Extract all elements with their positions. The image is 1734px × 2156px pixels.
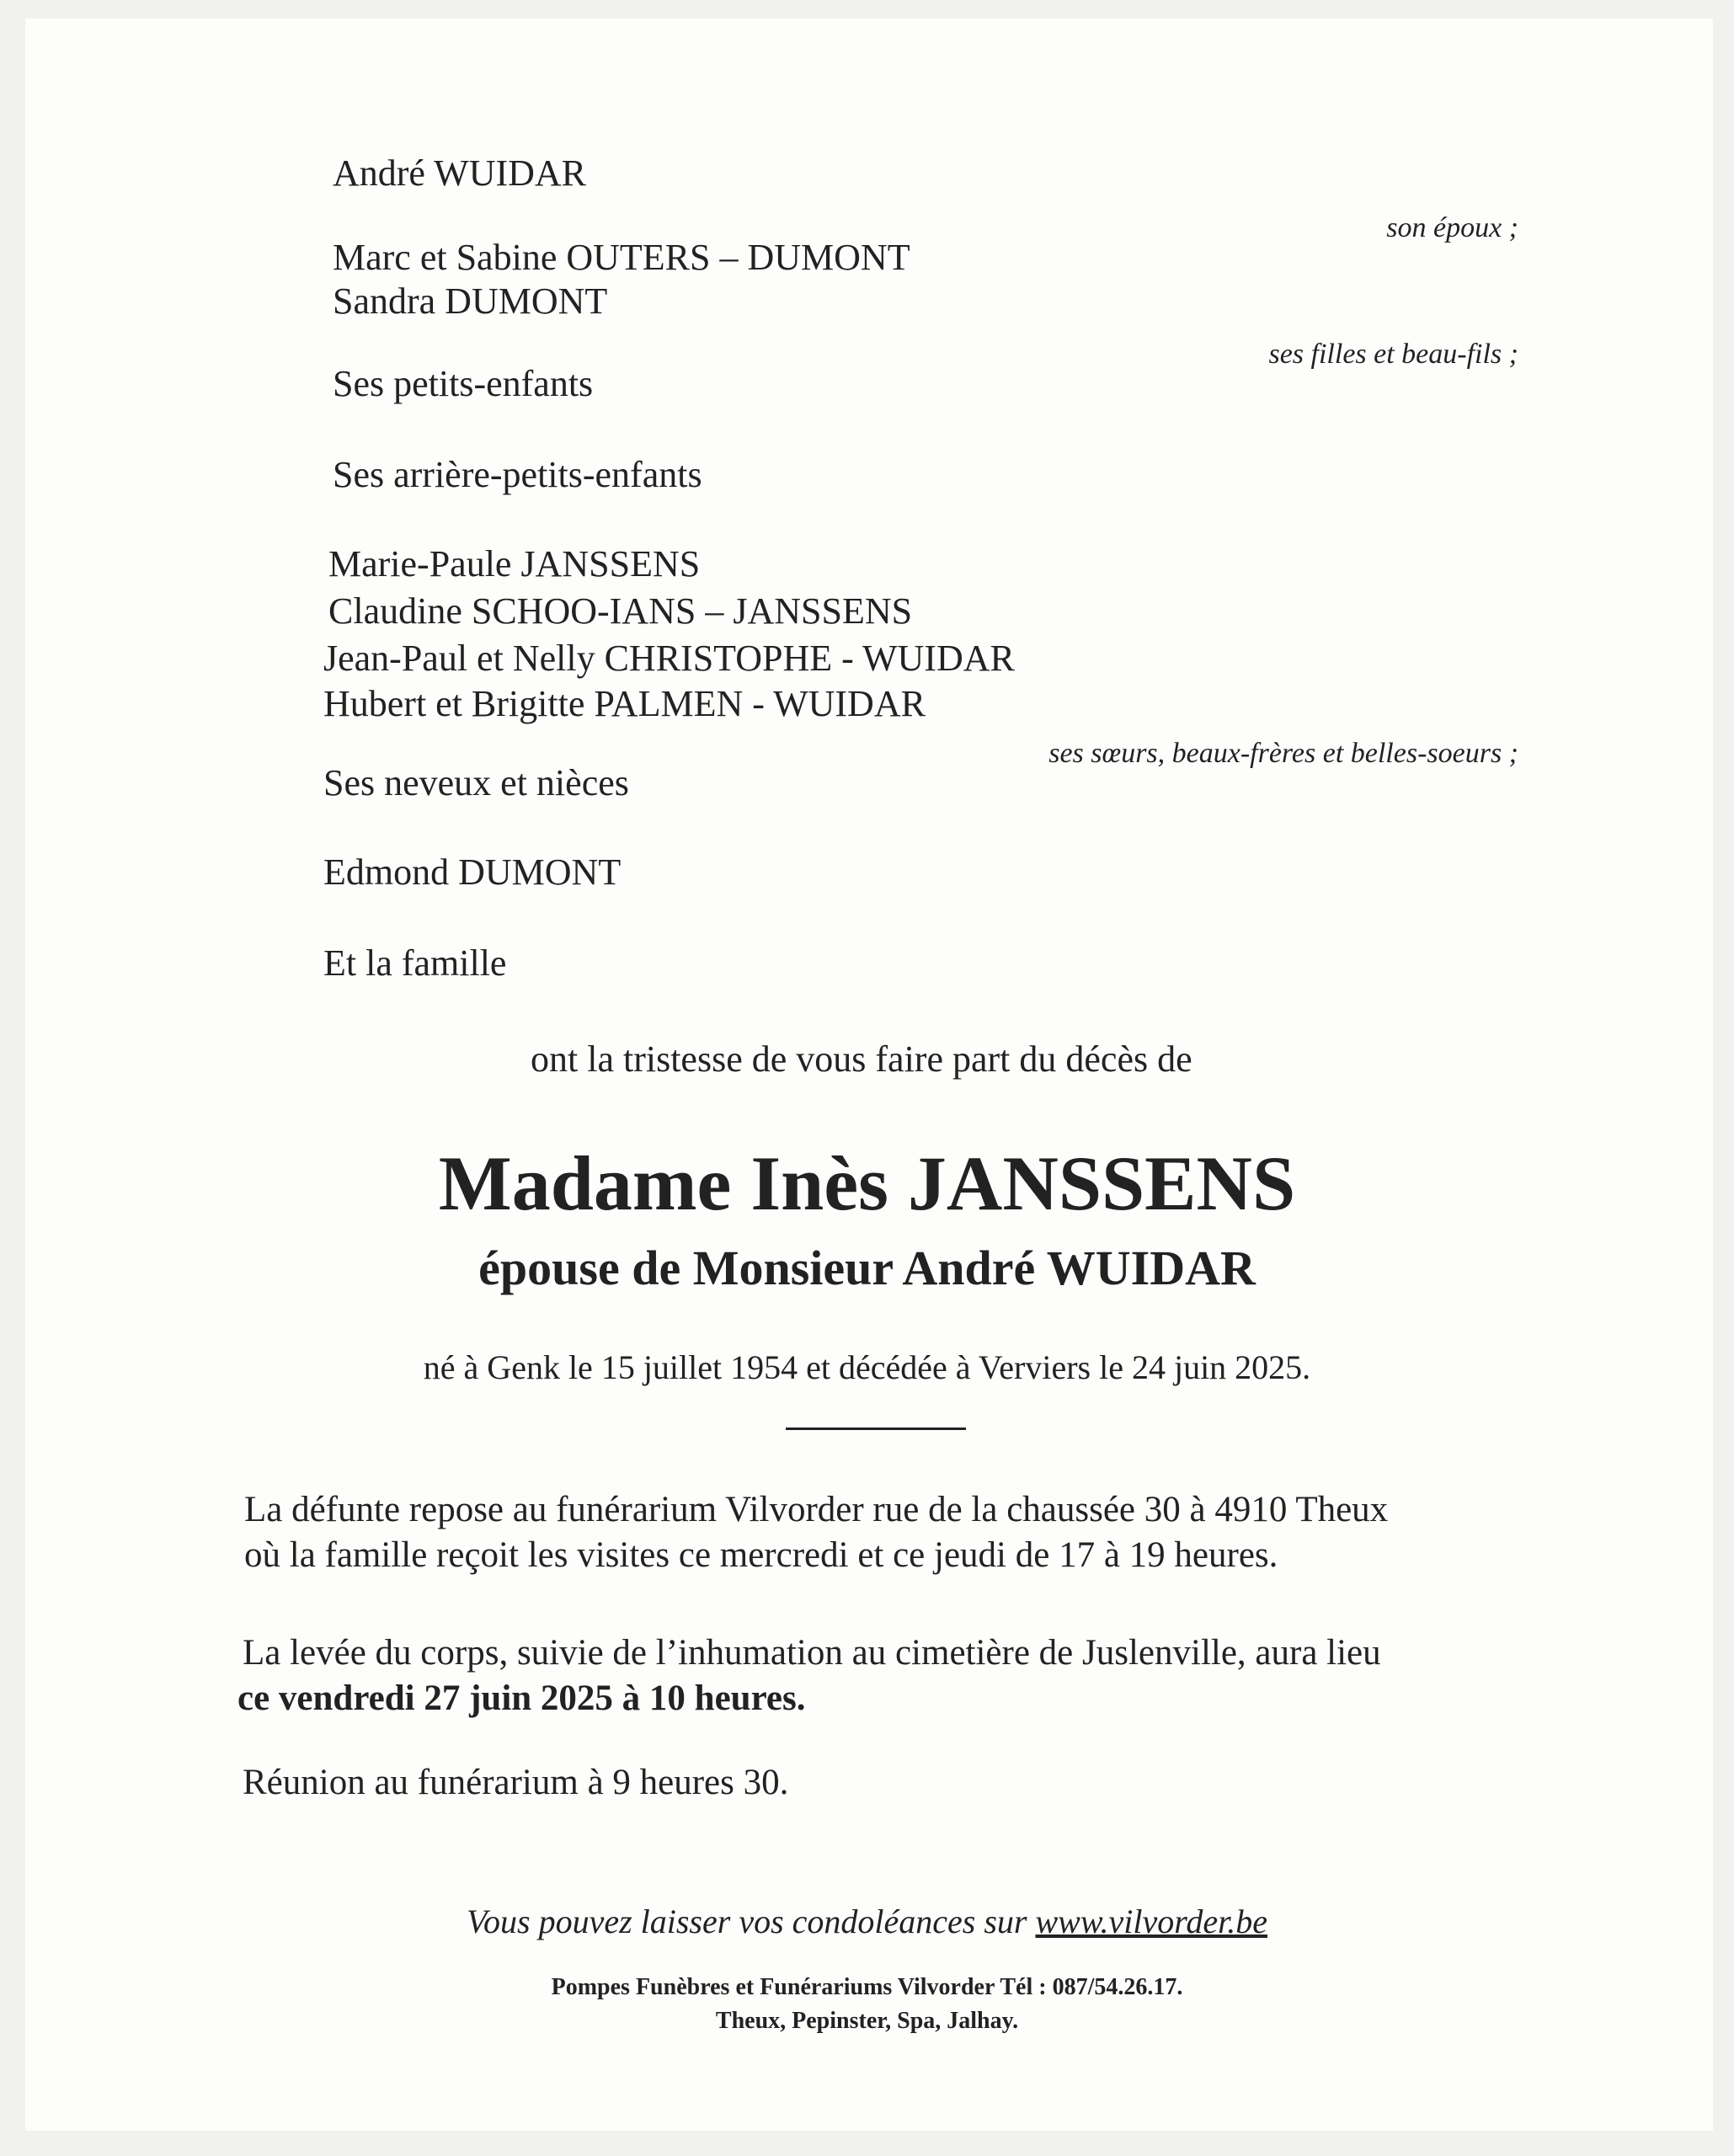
family-line: Et la famille <box>323 942 507 984</box>
ceremony-line-1: La levée du corps, suivie de l’inhumation au cimetière de Juslenville, aura lieu <box>243 1633 1381 1673</box>
divider-rule <box>786 1428 966 1430</box>
husband-name: André WUIDAR <box>333 152 587 194</box>
footer-line-1: Pompes Funèbres et Funérariums Vilvorder Tél : 087/54.26.17. <box>551 1974 1183 2000</box>
great-grandchildren-line: Ses arrière-petits-enfants <box>333 454 702 495</box>
daughter-line-1: Marc et Sabine OUTERS – DUMONT <box>333 237 910 278</box>
sibling-line-2: Claudine SCHOO-IANS – JANSSENS <box>328 590 913 632</box>
repose-line-2: où la famille reçoit les visites ce mercredi et ce jeudi de 17 à 19 heures. <box>244 1535 1278 1575</box>
sibling-line-1: Marie-Paule JANSSENS <box>328 543 701 584</box>
condolences-link[interactable]: www.vilvorder.be <box>1035 1903 1267 1940</box>
daughters-relation: ses filles et beau-fils ; <box>1268 339 1518 370</box>
meeting-paragraph <box>243 1760 1506 1806</box>
ceremony-date-line: ce vendredi 27 juin 2025 à 10 heures. <box>237 1678 806 1718</box>
other-relative-line: Edmond DUMONT <box>323 851 622 893</box>
repose-paragraph <box>244 1487 1507 1578</box>
sibling-line-4: Hubert et Brigitte PALMEN - WUIDAR <box>323 683 926 724</box>
spouse-line: épouse de Monsieur André WUIDAR <box>478 1241 1256 1295</box>
husband-relation: son époux ; <box>1386 212 1518 243</box>
announcement-intro: ont la tristesse de vous faire part du décès de <box>531 1038 1192 1080</box>
footer-line-2: Theux, Pepinster, Spa, Jalhay. <box>715 2008 1019 2034</box>
deceased-name: Madame Inès JANSSENS <box>438 1140 1296 1226</box>
ceremony-paragraph <box>237 1630 1506 1721</box>
funeral-home-footer <box>0 1971 1734 2038</box>
condolences-line <box>0 1902 1734 1941</box>
sibling-line-3: Jean-Paul et Nelly CHRISTOPHE - WUIDAR <box>323 638 1015 679</box>
nephews-line: Ses neveux et nièces <box>323 762 629 803</box>
dates-line: né à Genk le 15 juillet 1954 et décédée à Verviers le 24 juin 2025. <box>423 1348 1311 1386</box>
condolences-text: Vous pouvez laisser vos condoléances sur <box>467 1903 1036 1940</box>
siblings-relation: ses sœurs, beaux-frères et belles-soeurs ; <box>1048 738 1518 769</box>
repose-line-1: La défunte repose au funérarium Vilvorder rue de la chaussée 30 à 4910 Theux <box>244 1490 1389 1529</box>
meeting-line: Réunion au funérarium à 9 heures 30. <box>243 1763 789 1802</box>
daughter-line-2: Sandra DUMONT <box>333 280 608 322</box>
grandchildren-line: Ses petits-enfants <box>333 363 594 404</box>
